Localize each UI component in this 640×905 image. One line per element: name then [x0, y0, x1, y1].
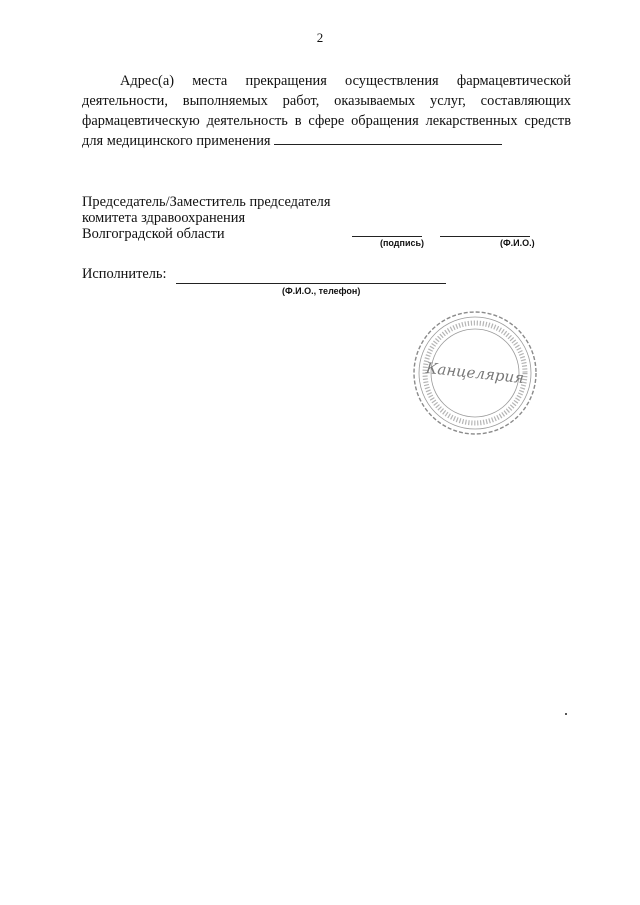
name-caption: (Ф.И.О.)	[500, 238, 535, 248]
executor-caption: (Ф.И.О., телефон)	[282, 286, 361, 296]
signatory-block	[82, 194, 330, 242]
name-line	[440, 236, 530, 237]
executor-fill-line	[176, 283, 446, 284]
stamp-text: Канцелярия	[425, 358, 525, 388]
address-fill-line	[274, 132, 502, 145]
signature-caption: (подпись)	[380, 238, 425, 248]
signatory-title-line2: комитета здравоохранения	[82, 210, 246, 226]
signatory-title-line3: Волгоградской области	[82, 226, 225, 242]
stray-mark	[565, 713, 567, 715]
page-number: 2	[316, 30, 324, 45]
address-text: Адрес(а) места прекращения осуществления фармацевтической деятельности, выполняемых работ, оказываемых услуг, составляющих фармацевтическую деятельность в сфере обращения лекарственных средств для медицинского применения	[82, 73, 571, 149]
address-paragraph	[82, 71, 571, 151]
signature-line	[352, 236, 422, 237]
executor-label: Исполнитель:	[82, 266, 167, 282]
signatory-title-line1: Председатель/Заместитель председателя	[82, 194, 331, 210]
office-stamp	[410, 308, 540, 438]
